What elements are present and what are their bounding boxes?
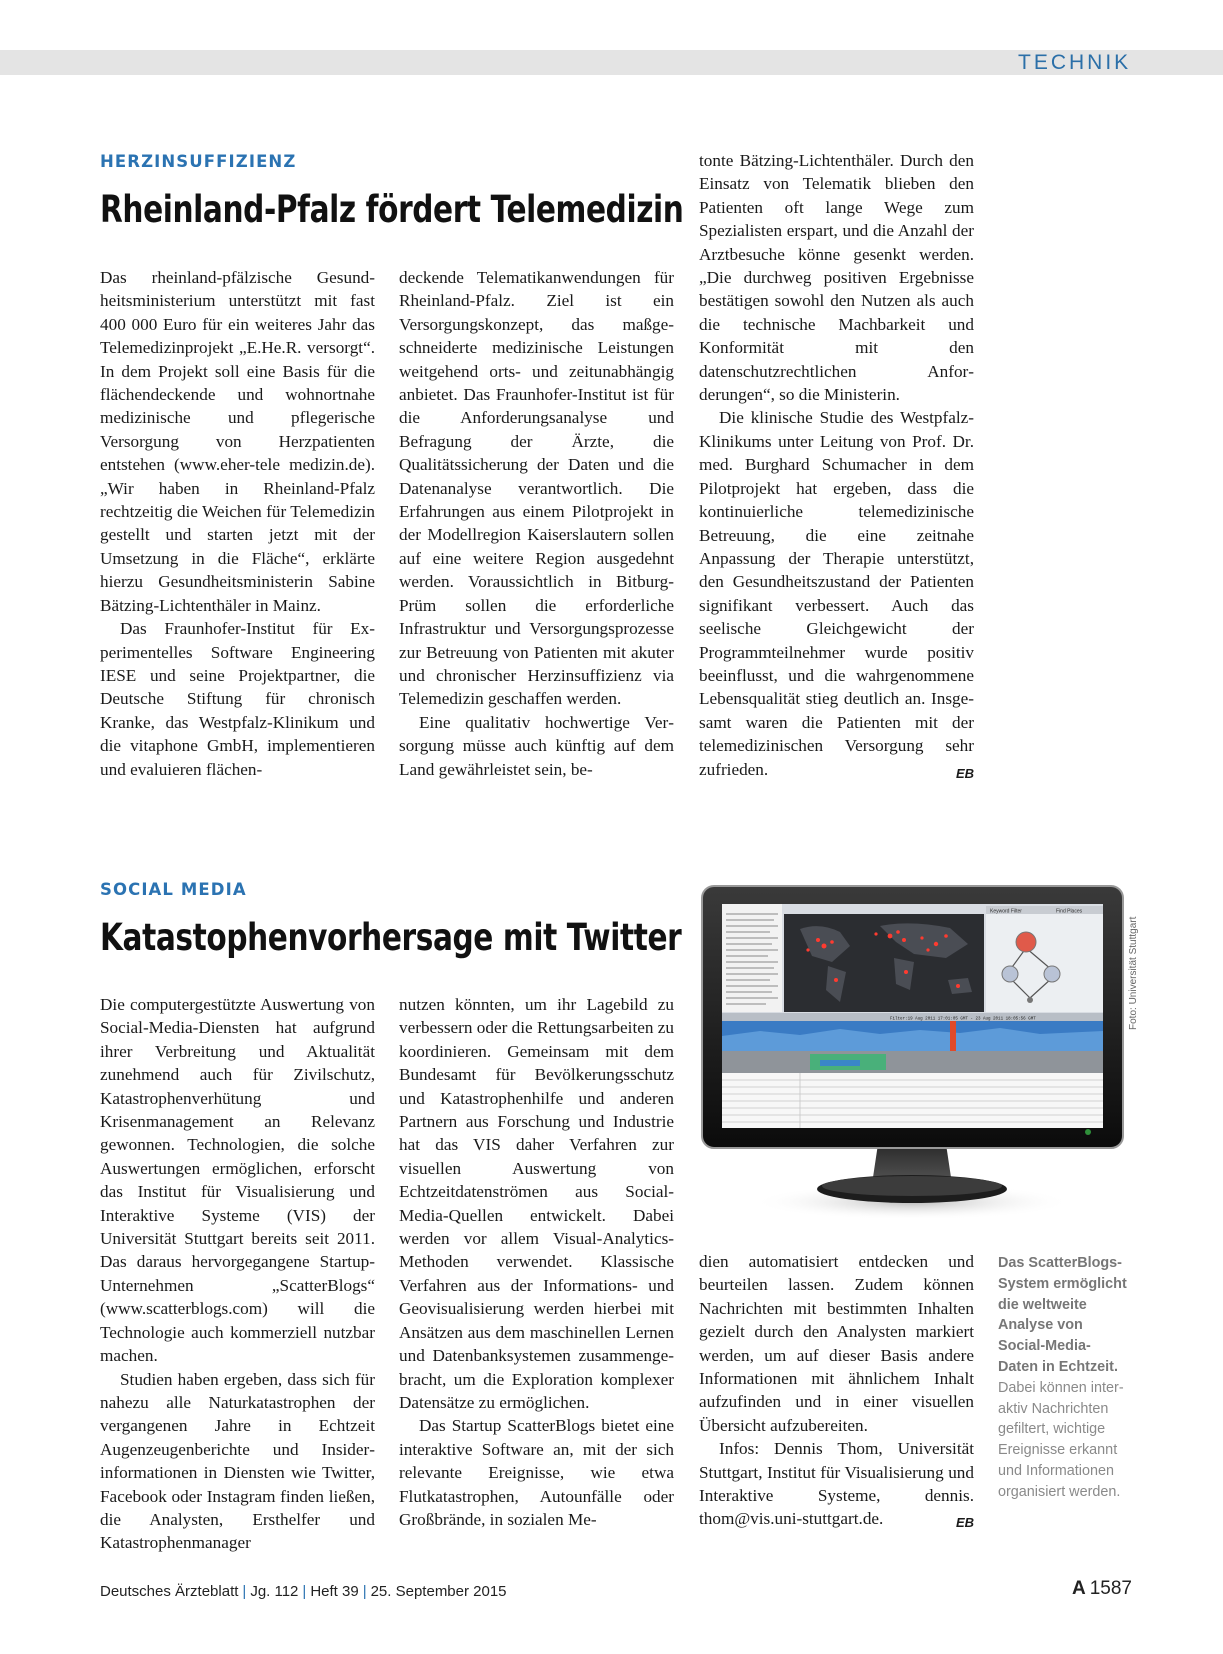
article1-column-3 [699, 149, 974, 785]
article2-kicker: SOCIAL MEDIA [100, 880, 247, 899]
article2-paragraph [699, 1437, 974, 1531]
article1-paragraph: tonte Bätzing-Lichtenthäler. Durch den Einsatz von Telematik blieben den Patienten oft lange Wege zum Spezialisten erspart, und die Anzahl der Arztbesuche könne gesenkt werden. „Die durchweg positiven Ergebnisse bestätigen sowohl den Nutzen als auch die technische Machbarkeit und Konformität mit den datenschutzrechtlichen Anforderungen“, so die Ministerin. [699, 151, 974, 405]
article1-paragraph: Das Fraunhofer-Institut für Experimentelles Software Engineering IESE und seine Projektpartner, die Deutsche Stiftung für chronisch Kranke, das Westpfalz-Klinikum und die vitaphone GmbH, implementieren und evaluieren flächen- [100, 619, 375, 779]
article2-column-2 [399, 993, 674, 1531]
article1-headline: Rheinland-Pfalz fördert Telemedizin [100, 188, 684, 231]
monitor-image [700, 884, 1125, 1224]
image-caption [998, 1253, 1128, 1503]
article2-paragraph-text: Infos: Dennis Thom, Universität Stuttgart, Institut für Visualisierung und Interaktive Systeme, dennis. thom@vis.uni-stuttgart.de. [699, 1439, 974, 1529]
screen-table [722, 1073, 1103, 1128]
article1-paragraph: deckende Telematikanwendungen für Rheinland-Pfalz. Ziel ist ein Versorgungskonzept, das maßgeschneiderte medizinische Leistungen weitgehend orts- und zeitunabhängig anbietet. Das Fraunhofer-Institut ist für die Anforderungsanalyse und Befragung der Ärzte, die Qualitätssicherung der Daten und die Datenanalyse verantwortlich. Die Erfahrungen aus einem Pilotprojekt in der Modellregion Kaiserslautern sollen auf eine weitere Region ausgedehnt werden. Voraussichtlich in Bitburg-Prüm sollen die erforderliche Infrastruktur und Versorgungsprozesse zur Betreuung von Patienten mit akuter und chronischer Herzinsuffizienz via Telemedizin geschaffen werden. [399, 268, 674, 709]
screen-timeline-label: Filter:19 Aug 2011 17:01:05 GMT - 23 Aug 2011 18:05:56 GMT [890, 1017, 1036, 1022]
article1-paragraph-text: Die klinische Studie des Westpfalz-Klinikums unter Leitung von Prof. Dr. med. Burghard Schumacher in dem Pilotprojekt hat ergeben, dass die kontinuierliche telemedizinische Betreuung, die eine zeitnahe Anpassung der Therapie unterstützt, den Gesundheitszustand der Patienten signifikant verbessert. Auch das seelische Gleichgewicht der Programmteilnehmer wurde positiv beeinflusst, und die wahrgenommene Lebensqualität stieg deutlich an. Insgesamt waren die Patienten mit der telemedizinischen Versorgung sehr zufrieden. [699, 408, 974, 779]
article2-paragraph: Die computergestützte Auswertung von Social-Media-Diensten hat aufgrund ihrer Verbreitung und Aktualität zunehmend auch für Zivilschutz, Katastrophenverhütung und Krisenmanagement an Relevanz gewonnen. Technologien, die solche Auswertungen ermöglichen, erforscht das Institut für Visualisierung und Interaktive Systeme (VIS) der Universität Stuttgart bereits seit 2011. Das daraus hervorgegangene Startup-Unternehmen „ScatterBlogs“ (www.scatterblogs.com) will die Technologie auch kommerziell nutzbar machen. [100, 995, 375, 1366]
article2-headline: Katastophenvorhersage mit Twitter [100, 916, 682, 959]
footer-date: 25. September 2015 [370, 1583, 507, 1600]
article2-signature: EB [955, 1515, 974, 1531]
article2-paragraph: Das Startup ScatterBlogs bietet eine interaktive Software an, mit der sich relevante Ereignisse, wie etwa Flutkatastrophen, Autounfälle oder Großbrände, in sozialen Me- [399, 1416, 674, 1529]
article1-paragraph: Das rheinland-pfälzische Gesundheitsministerium unterstützt mit fast 400 000 Euro für ein weiteres Jahr das Telemedizinprojekt „E.He.R. versorgt“. In dem Projekt soll eine Basis für die flächendeckende und wohnortnahe medizinische und pflegerische Versorgung von Herzpatienten entstehen (www.eher-tele medizin.de). „Wir haben in Rheinland-Pfalz rechtzeitig die Weichen für Telemedizin gestellt und starten jetzt mit der Umsetzung in die Fläche“, erklärte hierzu Gesundheitsministerin Sabine Bätzing-Lichtenthäler in Mainz. [100, 268, 375, 615]
page-prefix: A [1072, 1578, 1086, 1599]
photo-credit: Foto: Universität Stuttgart [1128, 916, 1139, 1030]
article2-paragraph: dien automatisiert entdecken und beurteilen lassen. Zudem können Nachrichten mit bestimmten Inhalten gezielt durch den Analysten markiert werden, um auf dieser Basis andere Informationen mit ähnlichem Inhalt aufzufinden und in einer visuellen Übersicht aufzubereiten. [699, 1252, 974, 1435]
article1-column-1 [100, 266, 375, 781]
footer [100, 1583, 507, 1600]
article2-paragraph: Studien haben ergeben, dass sich für nahezu alle Naturkatastrophen der vergangenen Jahre in Echtzeit Augenzeugenberichte und Insiderinformationen in Diensten wie Twitter, Facebook oder Instagram finden ließen, die Analysten, Ersthelfer und Katastrophenmanager [100, 1369, 375, 1553]
section-label: TECHNIK [1018, 51, 1132, 74]
article2-column-1 [100, 993, 375, 1555]
page-number-value: 1587 [1089, 1578, 1133, 1599]
page-number [1072, 1578, 1132, 1600]
footer-issue: Heft 39 [310, 1583, 359, 1600]
caption-text: Dabei können interaktiv Nachrichten gefiltert, wichtige Ereignisse erkannt und Informationen organisiert werden. [998, 1379, 1124, 1500]
article1-paragraph [699, 406, 974, 781]
article1-signature: EB [955, 765, 974, 781]
article2-column-3 [699, 1250, 974, 1535]
screen-find-places: Find Places [1056, 908, 1083, 915]
screen-keyword-filter: Keyword Filter [990, 908, 1022, 915]
power-led-icon [1085, 1129, 1091, 1135]
footer-separator: | [362, 1583, 367, 1600]
article1-kicker: HERZINSUFFIZIENZ [100, 152, 297, 171]
monitor-screen [722, 904, 1103, 1128]
footer-separator: | [302, 1583, 307, 1600]
article1-column-2 [399, 266, 674, 781]
footer-volume: Jg. 112 [250, 1583, 299, 1600]
article2-paragraph: nutzen könnten, um ihr Lagebild zu verbessern oder die Rettungsarbeiten zu koordinieren. Gemeinsam mit dem Bundesamt für Bevölkerungsschutz und Katastrophenhilfe und anderen Partnern aus Forschung und Industrie hat das VIS daher Verfahren zur visuellen Auswertung von Echtzeitdatenströmen aus Social-Media-Quellen entwickelt. Dabei werden vor allem Visual-Analytics-Methoden verwendet. Klassische Verfahren aus der Informations- und Geovisualisierung werden hierbei mit Ansätzen aus dem maschinellen Lernen und Datenbanksystemen zusammengebracht, um die Exploration komplexer Datensätze zu ermöglichen. [399, 995, 674, 1412]
footer-separator: | [242, 1583, 247, 1600]
caption-bold: Das ScatterBlogs-System ermöglicht die weltweite Analyse von Social-Media-Daten in Echtzeit. [998, 1255, 1127, 1375]
footer-journal: Deutsches Ärzteblatt [100, 1583, 239, 1600]
article1-paragraph: Eine qualitativ hochwertige Versorgung müsse auch künftig auf dem Land gewährleistet sein, be- [399, 712, 674, 779]
